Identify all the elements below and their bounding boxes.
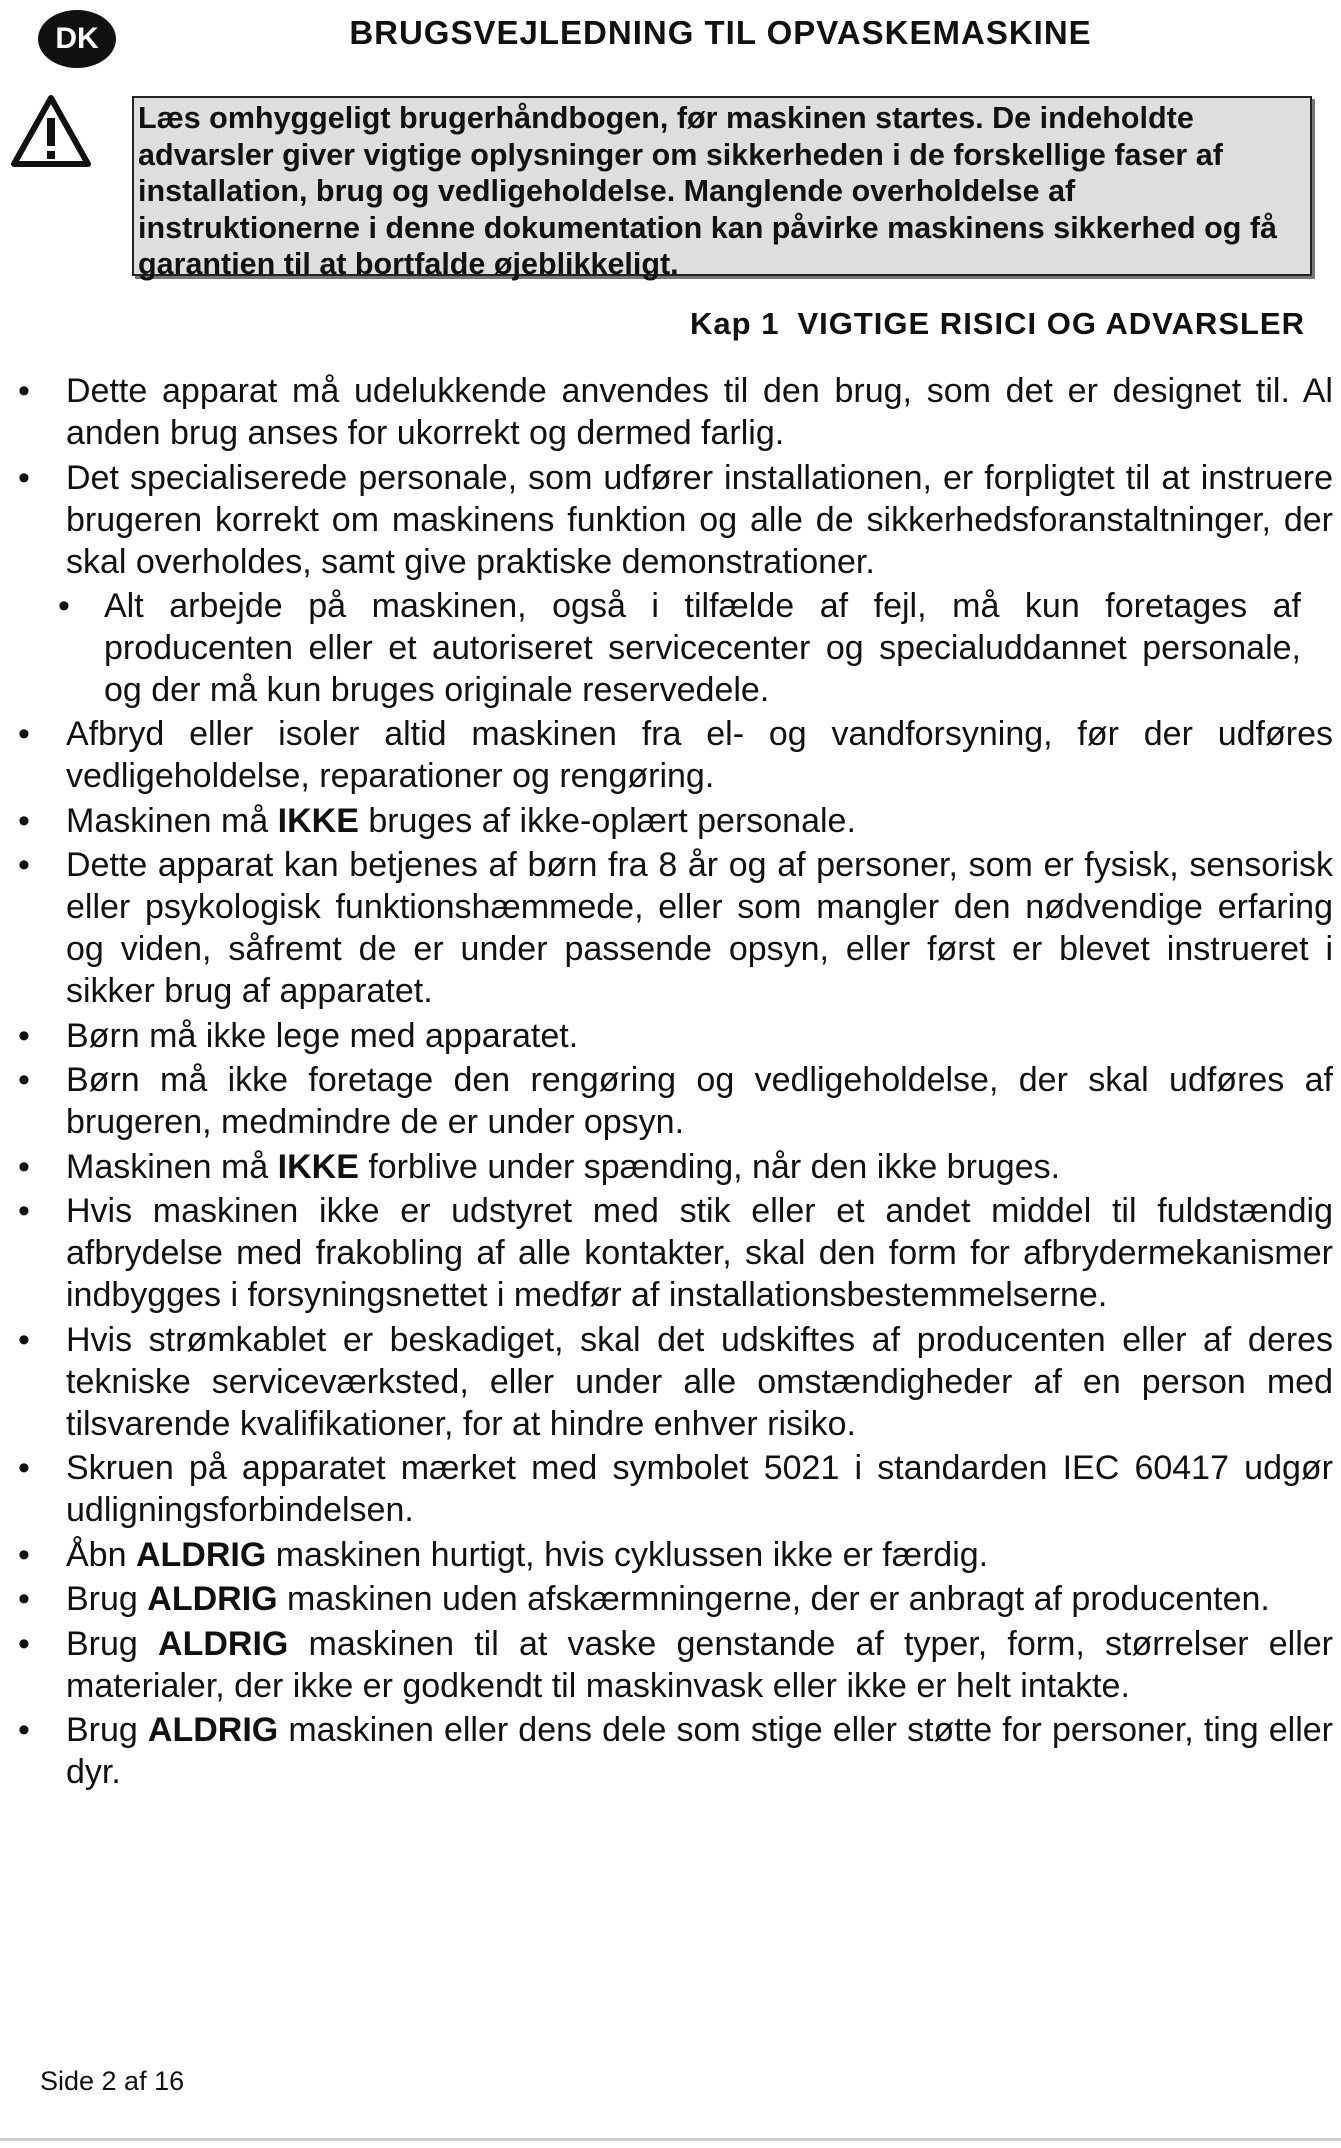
language-badge: DK [38, 10, 116, 68]
bullet: • [18, 1192, 30, 1230]
list-item [0, 1534, 1341, 1576]
bullet: • [18, 1711, 30, 1749]
bullet: • [18, 1320, 30, 1359]
list-item-text-pre: Brug [66, 1711, 148, 1749]
bullet: • [18, 458, 30, 497]
list-item [0, 1015, 1341, 1057]
list-item-text-post: forblive under spænding, når den ikke bruges. [358, 1147, 1061, 1186]
warning-triangle-icon [10, 94, 92, 168]
list-item-emphasis: ALDRIG [135, 1535, 267, 1574]
list-item-emphasis: ALDRIG [147, 1711, 279, 1749]
list-item [0, 800, 1341, 842]
list-item-text: Børn må ikke lege med apparatet. [66, 1016, 579, 1055]
page-number: Side 2 af 16 [40, 2066, 185, 2096]
list-item-text-pre: Brug [66, 1580, 148, 1618]
list-item-text: Hvis strømkablet er beskadiget, skal det udskiftes af producenten eller af deres tekniske serviceværksted, eller under alle omstændigheder af en person med tilsvarende kvalifikationer, for at hindre enhver risiko. [66, 1320, 1333, 1443]
safety-notice-box: Læs omhyggeligt brugerhåndbogen, før maskinen startes. De indeholdte advarsler giver vigtige oplysninger om sikkerheden i de forskellige faser af installation, brug og vedligeholdelse. Manglende overholdelse af instruktionerne i denne dokumentation kan påvirke maskinens sikkerhed og få garantien til at bortfalde øjeblikkeligt. [132, 96, 1312, 276]
list-item-text-pre: Maskinen må [66, 1147, 278, 1186]
bullet: • [18, 1147, 30, 1186]
list-item-text: Skruen på apparatet mærket med symbolet 5021 i standarden IEC 60417 udgør udligningsforbindelsen. [66, 1449, 1333, 1529]
list-item-text-post: maskinen hurtigt, hvis cyklussen ikke er færdig. [266, 1535, 989, 1574]
list-item-text-post: bruges af ikke-oplært personale. [358, 801, 856, 840]
bullet: • [18, 1535, 30, 1574]
sub-list-item [0, 585, 1341, 711]
list-item-text: Dette apparat kan betjenes af børn fra 8 år og af personer, som er fysisk, sensorisk eller psykologisk funktionshæmmede, eller som mangler den nødvendige erfaring og viden, såfremt de er under passende opsyn, eller først er blevet instrueret i sikker brug af apparatet. [66, 846, 1333, 1010]
list-item-text-pre: Brug [66, 1624, 159, 1663]
list-item [0, 1447, 1341, 1531]
list-item [0, 1623, 1341, 1707]
bullet: • [18, 1016, 30, 1055]
list-item [0, 1190, 1341, 1316]
list-item [0, 1146, 1341, 1188]
list-item [0, 1709, 1341, 1793]
list-item-emphasis: IKKE [277, 1147, 359, 1186]
chapter-number: Kap 1 [690, 306, 780, 341]
list-item [0, 370, 1341, 454]
list-item-text-post: maskinen til at vaske genstande af typer, form, størrelser eller materialer, der ikke er godkendt til maskinvask eller ikke er helt intakte. [66, 1624, 1334, 1705]
list-item-emphasis: ALDRIG [147, 1580, 278, 1618]
bullet: • [18, 1449, 30, 1487]
list-item-text: Afbryd eller isoler altid maskinen fra el- og vandforsyning, før der udføres vedligeholdelse, reparationer og rengøring. [66, 715, 1333, 795]
chapter-title: VIGTIGE RISICI OG ADVARSLER [797, 306, 1305, 341]
bottom-divider [0, 2138, 1341, 2141]
list-item-text-pre: Maskinen må [66, 801, 278, 840]
list-item-text-post: maskinen uden afskærmningerne, der er anbragt af producenten. [277, 1580, 1270, 1618]
list-item-text: Hvis maskinen ikke er udstyret med stik eller et andet middel til fuldstændig afbrydelse med frakobling af alle kontakter, skal den form for afbrydermekanismer indbygges i forsyningsnettet i medfør af installationsbestemmelserne. [66, 1192, 1333, 1314]
bullet: • [18, 1624, 30, 1663]
list-item [0, 457, 1341, 583]
list-item [0, 713, 1341, 797]
bullet: • [18, 715, 30, 753]
list-item-text: Det specialiserede personale, som udfører installationen, er forpligtet til at instruere brugeren korrekt om maskinens funktion og alle de sikkerhedsforanstaltninger, der skal overholdes, samt give praktiske demonstrationer. [66, 458, 1333, 581]
bullet: • [18, 372, 30, 410]
list-item-emphasis: IKKE [277, 801, 359, 840]
list-item-text: Dette apparat må udelukkende anvendes til den brug, som det er designet til. Al anden brug anses for ukorrekt og dermed farlig. [66, 372, 1333, 452]
bullet: • [18, 1061, 30, 1099]
list-item-text: Alt arbejde på maskinen, også i tilfælde af fejl, må kun foretages af producenten eller et autoriseret servicecenter og specialuddannet personale, og der må kun bruges originale reservedele. [104, 587, 1301, 709]
list-item-text: Børn må ikke foretage den rengøring og vedligeholdelse, der skal udføres af brugeren, medmindre de er under opsyn. [66, 1061, 1333, 1141]
chapter-heading [690, 306, 1305, 342]
bullet: • [58, 587, 70, 625]
document-title: BRUGSVEJLEDNING TIL OPVASKEMASKINE [349, 14, 1092, 51]
list-item-text-pre: Åbn [66, 1535, 136, 1574]
list-item [0, 1578, 1341, 1620]
list-item [0, 1319, 1341, 1445]
bullet: • [18, 846, 30, 884]
warnings-list [0, 370, 1341, 1796]
bullet: • [18, 1580, 30, 1618]
list-item-text-post: maskinen eller dens dele som stige eller støtte for personer, ting eller dyr. [66, 1711, 1333, 1791]
bullet: • [18, 801, 30, 840]
list-item [0, 1059, 1341, 1143]
list-item-emphasis: ALDRIG [158, 1624, 289, 1663]
list-item [0, 844, 1341, 1012]
